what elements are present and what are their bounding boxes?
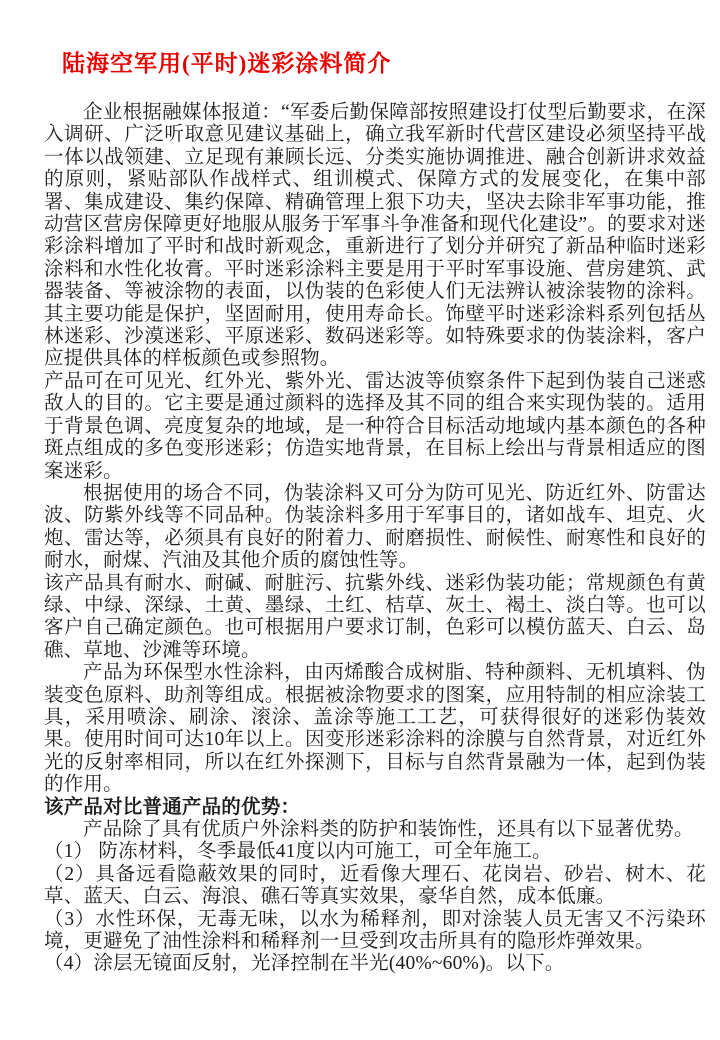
paragraph-product-detection: 产品可在可见光、红外光、紫外光、雷达波等侦察条件下起到伪装自己迷惑敌人的目的。它主要是通过颜料的选择及其不同的组合来实现伪装的。适用于背景色调、亮度复杂的地域，是一种符合目标活动地域内基本颜色的各种斑点组成的多色变形迷彩；仿造实地背景，在目标上绘出与背景相适应的图案迷彩。 xyxy=(44,370,706,482)
paragraph-composition: 产品为环保型水性涂料，由丙烯酸合成树脂、特种颜料、无机填料、伪装变色原料、助剂等组成。根据被涂物要求的图案，应用特制的相应涂装工具，采用喷涂、刷涂、滚涂、盖涂等施工工艺，可获得很好的迷彩伪装效果。使用时间可达10年以上。因变形迷彩涂料的涂膜与自然背景，对近红外光的反射率相同，所以在红外探测下，目标与自然背景融为一体，起到伪装的作用。 xyxy=(44,662,706,796)
paragraph-usage-types: 根据使用的场合不同，伪装涂料又可分为防可见光、防近红外、防雷达波、防紫外线等不同品种。伪装涂料多用于军事目的，诸如战车、坦克、火炮、雷达等，必须具有良好的附着力、耐磨损性、耐候性、耐寒性和良好的耐水，耐煤、汽油及其他介质的腐蚀性等。 xyxy=(44,482,706,572)
advantage-item-3: （3）水性环保，无毒无味，以水为稀释剂，即对涂装人员无害又不污染环境，更避免了油性涂料和稀释剂一旦受到攻击所具有的隐形炸弹效果。 xyxy=(44,908,706,953)
paragraph-company-report: 企业根据融媒体报道：“军委后勤保障部按照建设打仗型后勤要求，在深入调研、广泛听取意见建议基础上，确立我军新时代营区建设必须坚持平战一体以战领建、立足现有兼顾长远、分类实施协调推进、融合创新讲求效益的原则，紧贴部队作战样式、组训模式、保障方式的发展变化，在集中部署、集成建设、集约保障、精确管理上狠下功夫，坚决去除非军事功能，推动营区营房保障更好地服从服务于军事斗争准备和现代化建设”。的要求对迷彩涂料增加了平时和战时新观念，重新进行了划分并研究了新品种临时迷彩涂料和水性化妆膏。平时迷彩涂料主要是用于平时军事设施、营房建筑、武器装备、等被涂物的表面，以伪装的色彩使人们无法辨认被涂装物的涂料。其主要功能是保护，坚固耐用，使用寿命长。饰壁平时迷彩涂料系列包括丛林迷彩、沙漠迷彩、平原迷彩、数码迷彩等。如特殊要求的伪装涂料，客户应提供具体的样板颜色或参照物。 xyxy=(44,102,706,370)
advantages-intro: 产品除了具有优质户外涂料类的防护和装饰性，还具有以下显著优势。 xyxy=(83,819,694,840)
advantage-item-1: （1） 防冻材料，冬季最低41度以内可施工，可全年施工。 xyxy=(44,841,552,863)
advantage-item-2: （2）具备远看隐蔽效果的同时，近看像大理石、花岗岩、砂岩、树木、花草、蓝天、白云、海浪、礁石等真实效果，豪华自然，成本低廉。 xyxy=(44,863,706,908)
advantage-item-4: （4）涂层无镜面反射，光泽控制在半光(40%~60%)。以下。 xyxy=(44,953,565,975)
paragraph-colors: 该产品具有耐水、耐碱、耐脏污、抗紫外线、迷彩伪装功能；常规颜色有黄绿、中绿、深绿、土黄、墨绿、土红、桔草、灰土、褐土、淡白等。也可以客户自己确定颜色。也可根据用户要求订制，色彩可以模仿蓝天、白云、岛礁、草地、沙滩等环境。 xyxy=(44,572,706,661)
advantages-heading: 该产品对比普通产品的优势： xyxy=(44,796,301,818)
document-title: 陆海空军用(平时)迷彩涂料简介 xyxy=(62,51,392,76)
